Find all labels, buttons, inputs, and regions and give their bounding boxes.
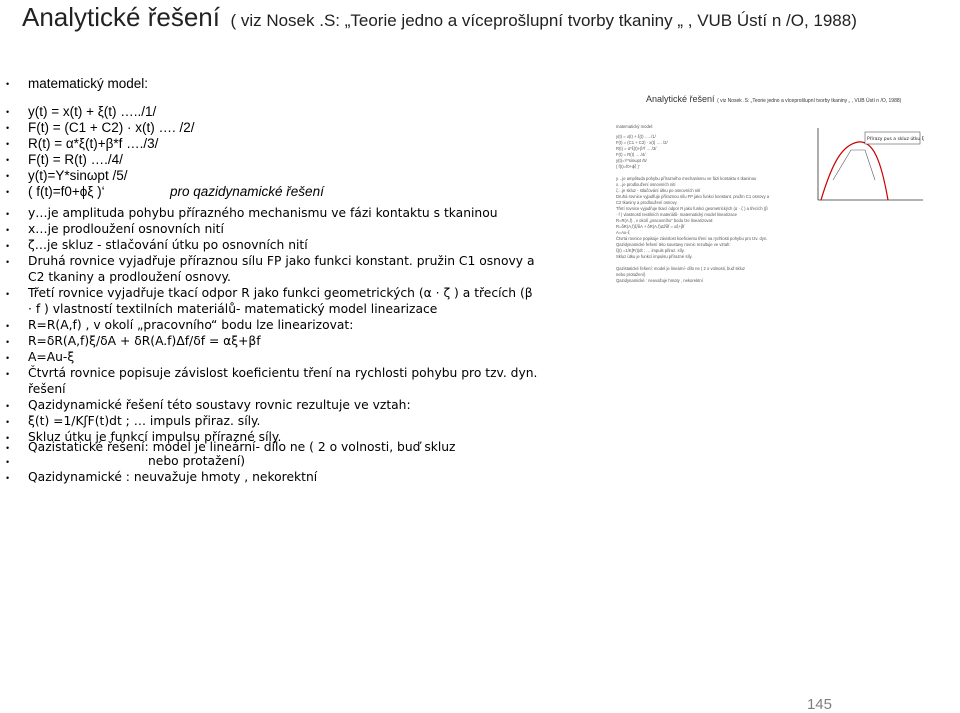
- thumbnail-graph: [803, 120, 928, 215]
- slide-thumbnail: Analytické řešení ( viz Nosek .S: „Teorie jedno a víceprošlupní tvorby tkaniny „ , VUB Ústí n /O, 1988) matematický model: y(t) = x(t) + ξ(t) …../1/ F(t) = (C1 + C2) · x(t) …. /2/ R(t) = α*ξ(t)+β*f …./3/ F(t) = R(t) …./4/ y(t)=Y*sinωpt /5/ ( f(t)=f0+ϕξ )‘ y…je amplituda pohybu přírazného mechanismu ve fázi kontaktu s tkaninou x…je prodloužení osnovních nití ζ…je skluz - stlačování útku po osnovních nití Druhá rovnice vyjadřuje příraznou sílu FP jako funkci konstant. pružin C1 osnovy a C2 tkaniny a prodloužení osnovy. Třetí rovnice vyjadřuje tkací odpor R jako funkci geometrických (α · ζ ) a třecích (β · f ) vlastností textilních materiálů- matematický model linearizace R=R(A,f) , v okolí „pracovního“ bodu lze linearizovat: R=δR(A,f)ξ/δA + δR(A.f)Δf/δf = αξ+βf A=Au-ξ Čtvrtá rovnice popisuje závislost koeficientu tření na rychlosti pohybu pro tzv. dyn. Qazidynamické řešení této soustavy rovnic rezultuje ve vztah: ξ(t) =1/KʃF(t)dt ; … impuls přiraz. síly. Skluz útku je funkcí impulsu přírazné síly. Qazistatické řešení: model je lineární- dílo ne ( 2 o volnosti, buď skluz nebo protažení) Qazidynamické : neuvažuje hmoty , nekorektní Přírazy pus a skluz útku ξ: [598, 80, 958, 320]
- title-main: Analytické řešení: [22, 2, 220, 32]
- svg-text:Přírazy pus a skluz útku ξ: Přírazy pus a skluz útku ξ: [867, 137, 925, 142]
- slide-title: [22, 2, 857, 33]
- page-number: 145: [806, 696, 832, 713]
- title-subtitle: ( viz Nosek .S: „Teorie jedno a víceprošlupní tvorby tkaniny „ , VUB Ústí n /O, 1988): [230, 11, 857, 30]
- thumbnail-title: Analytické řešení ( viz Nosek .S: „Teorie jedno a víceprošlupní tvorby tkaniny „ , VUB Ústí n /O, 1988): [646, 94, 902, 104]
